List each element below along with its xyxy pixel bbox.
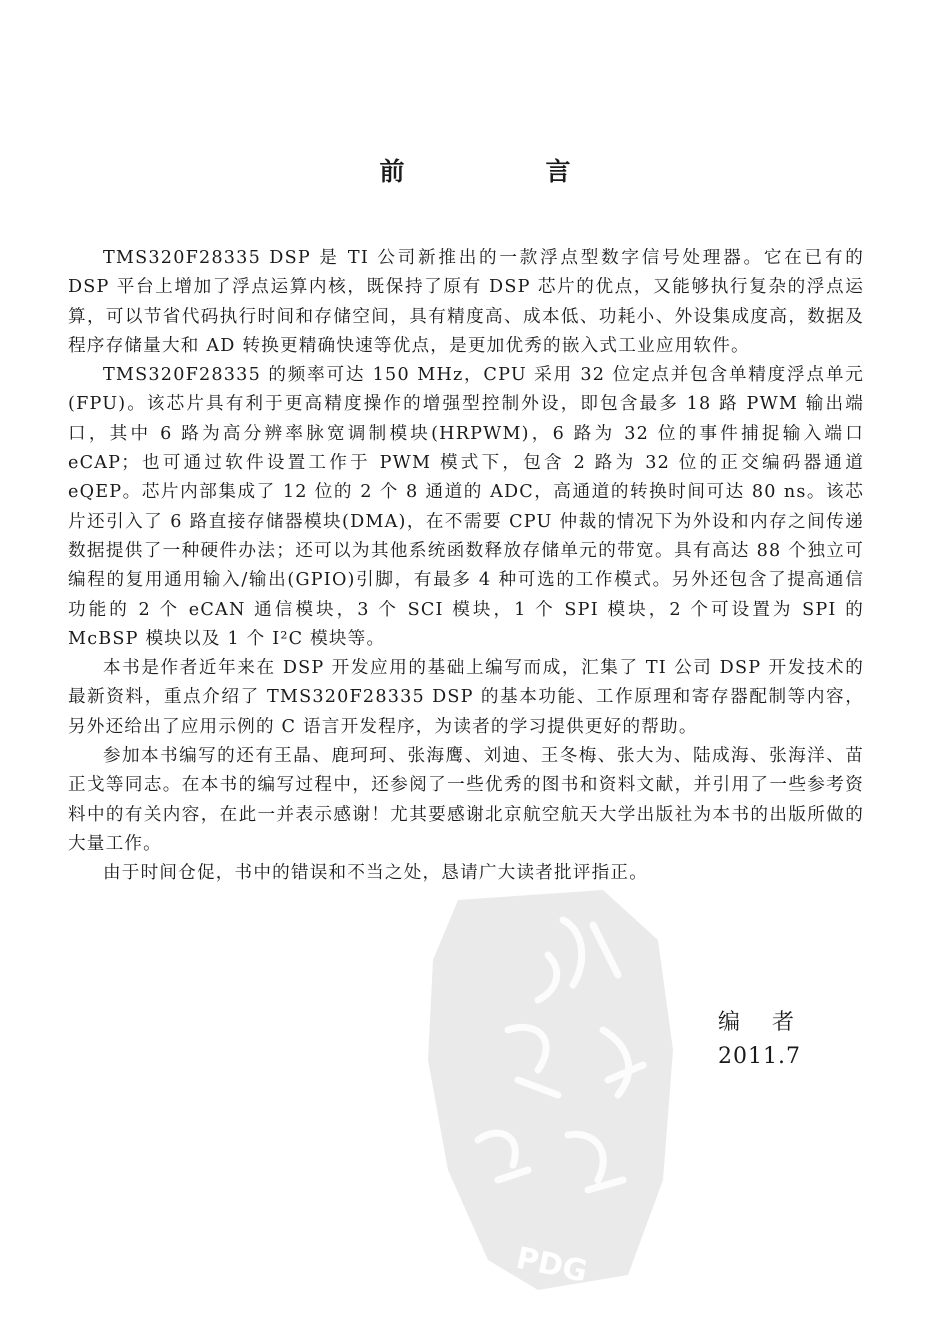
paragraph-1: TMS320F28335 DSP 是 TI 公司新推出的一款浮点型数字信号处理器。它在已有的 DSP 平台上增加了浮点运算内核，既保持了原有 DSP 芯片的优点，又能够执行复杂的浮点运算，可以节省代码执行时间和存储空间，具有精度高、成本低、功耗小、外设集成度高，数据及程序存储量大和 AD 转换更精确快速等优点，是更加优秀的嵌入式工业应用软件。	[68, 248, 864, 356]
watermark-label: PDG	[513, 1240, 591, 1290]
paragraph-2: TMS320F28335 的频率可达 150 MHz，CPU 采用 32 位定点并包含单精度浮点单元(FPU)。该芯片具有利于更高精度操作的增强型控制外设，即包含最多 18 路 PWM 输出端口，其中 6 路为高分辨率脉宽调制模块(HRPWM)，6 路为 32 位的事件捕捉输入端口 eCAP；也可通过软件设置工作于 PWM 模式下，包含 2 路为 32 位的正交编码器通道 eQEP。芯片内部集成了 12 位的 2 个 8 通道的 ADC，高通道的转换时间可达 80 ns。该芯片还引入了 6 路直接存储器模块(DMA)，在不需要 CPU 仲裁的情况下为外设和内存之间传递数据提供了一种硬件办法；还可以为其他系统函数释放存储单元的带宽。具有高达 88 个独立可编程的复用通用输入/输出(GPIO)引脚，有最多 4 种可选的工作模式。另外还包含了提高通信功能的 2 个 eCAN 通信模块，3 个 SCI 模块，1 个 SPI 模块，2 个可设置为 SPI 的 McBSP 模块以及 1 个 I²C 模块等。	[68, 365, 864, 649]
signature-block	[718, 1006, 878, 1074]
signature-date: 2011.7	[718, 1044, 801, 1069]
watermark-seal-icon	[388, 880, 688, 1300]
preface-body	[68, 244, 864, 889]
paragraph-5: 由于时间仓促，书中的错误和不当之处，恳请广大读者批评指正。	[103, 863, 649, 884]
paragraph-4: 参加本书编写的还有王晶、鹿珂珂、张海鹰、刘迪、王冬梅、张大为、陆成海、张海洋、苗正戈等同志。在本书的编写过程中，还参阅了一些优秀的图书和资料文献，并引用了一些参考资料中的有关内容，在此一并表示感谢！尤其要感谢北京航空航天大学出版社为本书的出版所做的大量工作。	[68, 746, 864, 854]
page-title: 前 言	[379, 157, 629, 186]
signature-author: 编者	[718, 1010, 827, 1035]
paragraph-3: 本书是作者近年来在 DSP 开发应用的基础上编写而成，汇集了 TI 公司 DSP 开发技术的最新资料，重点介绍了 TMS320F28335 DSP 的基本功能、工作原理和寄存器配制等内容，另外还给出了应用示例的 C 语言开发程序，为读者的学习提供更好的帮助。	[68, 658, 864, 737]
